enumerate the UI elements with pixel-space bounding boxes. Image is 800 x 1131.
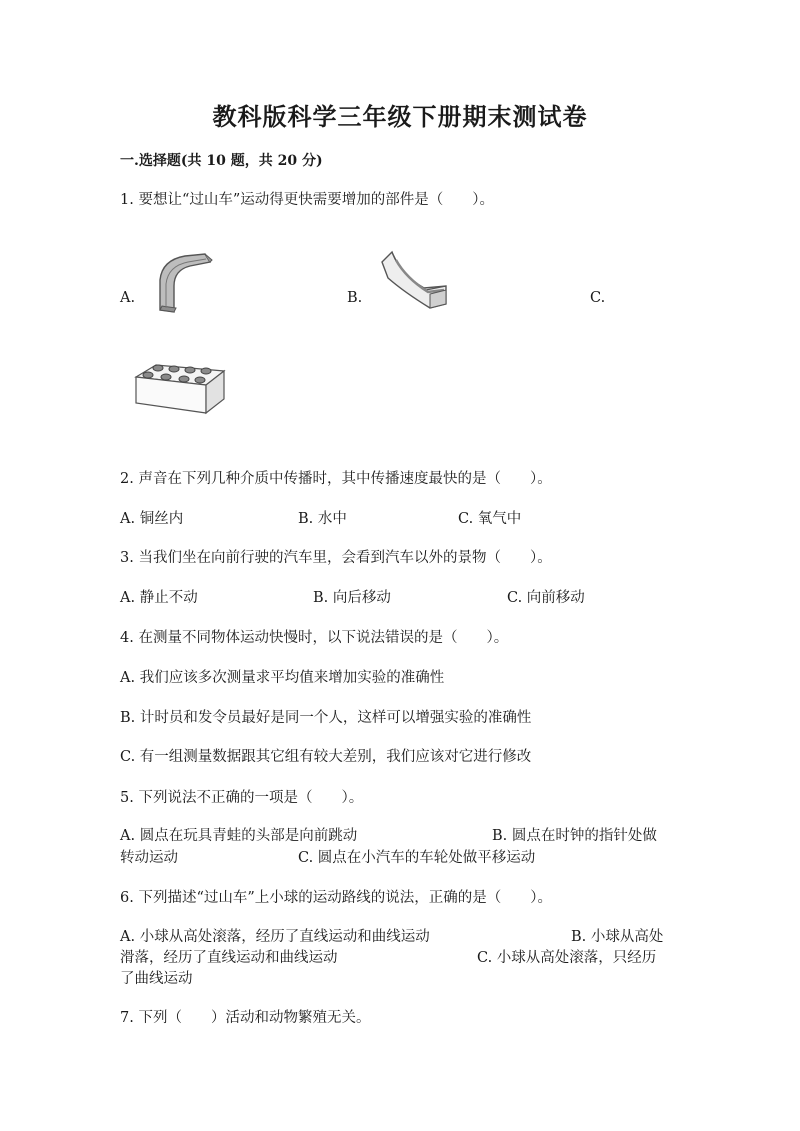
question-6-option-b-line1: B. 小球从高处: [571, 929, 664, 945]
question-1-stem: 1. 要想让“过山车”运动得更快需要增加的部件是（ ）。: [120, 192, 495, 208]
question-4-stem: 4. 在测量不同物体运动快慢时，以下说法错误的是（ ）。: [120, 630, 509, 646]
page-title: 教科版科学三年级下册期末测试卷: [212, 102, 588, 131]
section-heading: 一.选择题(共 10 题，共 20 分): [120, 153, 323, 169]
question-2-stem: 2. 声音在下列几种介质中传播时，其中传播速度最快的是（ ）。: [120, 471, 552, 487]
question-4-option-b: B. 计时员和发令员最好是同一个人，这样可以增强实验的准确性: [120, 710, 532, 726]
question-1-option-b-label: B.: [347, 290, 363, 306]
question-6-option-b-line2: 滑落，经历了直线运动和曲线运动: [120, 950, 338, 966]
lego-brick-icon: [132, 355, 227, 417]
question-3-option-b: B. 向后移动: [313, 590, 391, 606]
question-6-option-a: A. 小球从高处滚落，经历了直线运动和曲线运动: [120, 929, 430, 945]
question-5-option-b-line2: 转动运动: [120, 850, 178, 866]
question-5-option-a: A. 圆点在玩具青蛙的头部是向前跳动: [120, 828, 358, 844]
question-5-option-b-line1: B. 圆点在时钟的指针处做: [492, 828, 657, 844]
question-7-stem: 7. 下列（ ）活动和动物繁殖无关。: [120, 1010, 371, 1026]
question-2-option-c: C. 氧气中: [458, 511, 522, 527]
question-6-stem: 6. 下列描述“过山车”上小球的运动路线的说法，正确的是（ ）。: [120, 890, 553, 906]
question-4-option-a: A. 我们应该多次测量求平均值来增加实验的准确性: [120, 670, 445, 686]
question-1-option-a-label: A.: [120, 290, 136, 306]
curved-track-piece-icon: [150, 250, 220, 318]
question-1-option-c-label: C.: [590, 290, 606, 306]
question-5-stem: 5. 下列说法不正确的一项是（ ）。: [120, 790, 364, 806]
question-5-option-c: C. 圆点在小汽车的车轮处做平移运动: [298, 850, 536, 866]
question-6-option-c-line2: 了曲线运动: [120, 971, 193, 987]
question-4-option-c: C. 有一组测量数据跟其它组有较大差别，我们应该对它进行修改: [120, 749, 532, 765]
question-3-option-c: C. 向前移动: [507, 590, 585, 606]
question-3-option-a: A. 静止不动: [120, 590, 198, 606]
question-2-option-a: A. 铜丝内: [120, 511, 184, 527]
question-3-stem: 3. 当我们坐在向前行驶的汽车里，会看到汽车以外的景物（ ）。: [120, 550, 552, 566]
question-6-option-c-line1: C. 小球从高处滚落，只经历: [477, 950, 657, 966]
question-2-option-b: B. 水中: [298, 511, 347, 527]
slide-ramp-piece-icon: [378, 248, 453, 312]
